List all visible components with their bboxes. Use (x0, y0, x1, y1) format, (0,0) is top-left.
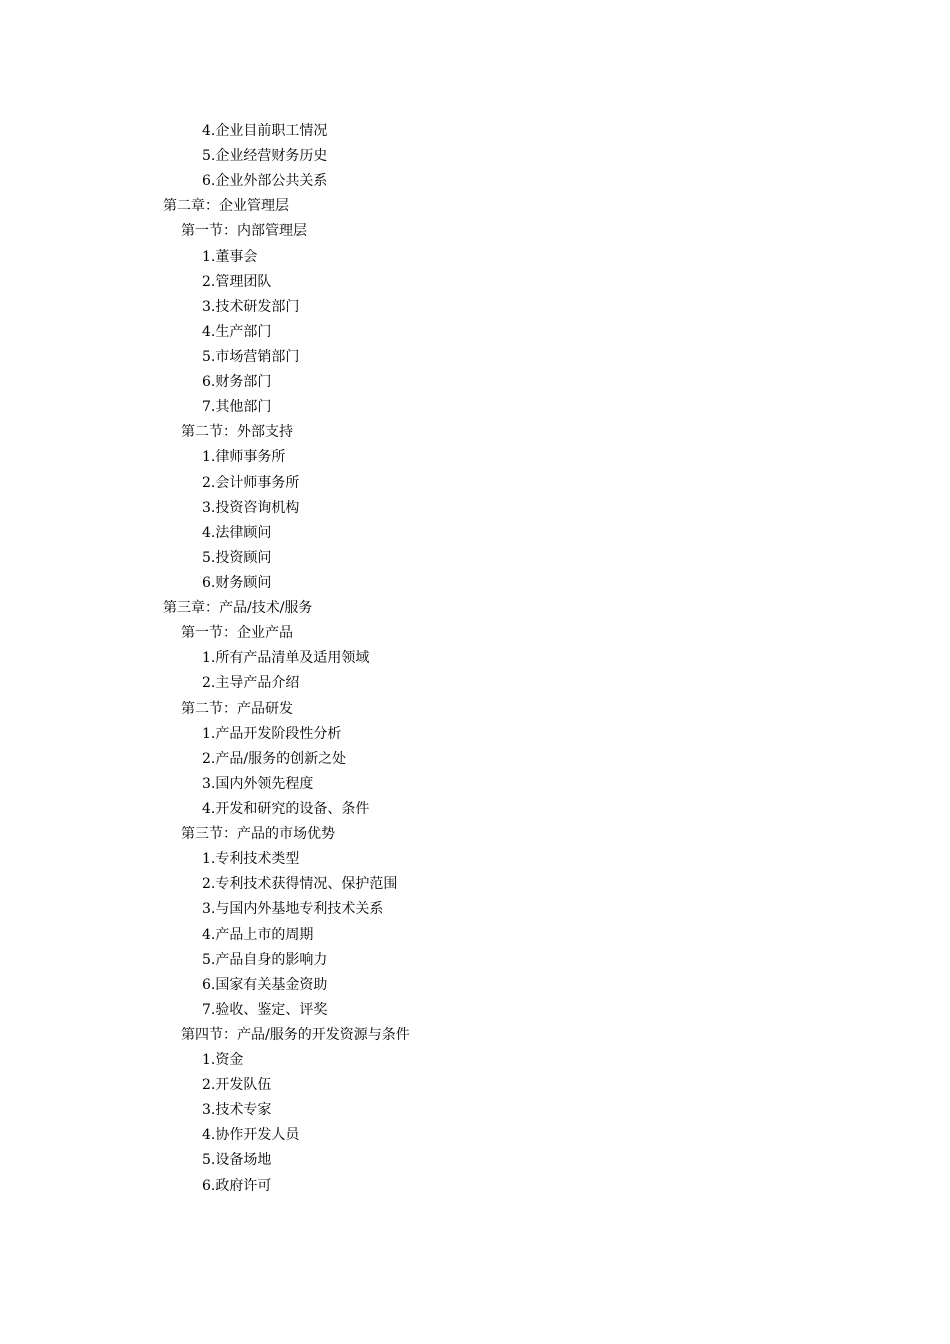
list-item: 5.设备场地 (202, 1152, 272, 1169)
list-item: 1.董事会 (202, 248, 258, 265)
list-item: 3.与国内外基地专利技术关系 (202, 901, 384, 918)
list-item: 6.财务部门 (202, 374, 272, 391)
list-item: 2.会计师事务所 (202, 474, 300, 491)
list-item: 1.资金 (202, 1052, 244, 1069)
list-item: 3.国内外领先程度 (202, 775, 314, 792)
chapter-heading: 第二章：企业管理层 (163, 198, 289, 215)
list-item: 4.生产部门 (202, 323, 272, 340)
list-item: 6.企业外部公共关系 (202, 173, 328, 190)
list-item: 1.产品开发阶段性分析 (202, 725, 342, 742)
section-heading: 第四节：产品/服务的开发资源与条件 (181, 1026, 410, 1043)
section-heading: 第一节：企业产品 (181, 625, 293, 642)
chapter-heading: 第三章：产品/技术/服务 (163, 600, 313, 617)
list-item: 3.投资咨询机构 (202, 499, 300, 516)
list-item: 6.财务顾问 (202, 574, 272, 591)
section-heading: 第二节：产品研发 (181, 700, 293, 717)
list-item: 5.产品自身的影响力 (202, 951, 328, 968)
list-item: 2.开发队伍 (202, 1077, 272, 1094)
list-item: 3.技术专家 (202, 1102, 272, 1119)
list-item: 1.所有产品清单及适用领域 (202, 650, 370, 667)
list-item: 4.产品上市的周期 (202, 926, 314, 943)
list-item: 4.法律顾问 (202, 524, 272, 541)
list-item: 6.国家有关基金资助 (202, 976, 328, 993)
list-item: 1.律师事务所 (202, 449, 286, 466)
list-item: 4.开发和研究的设备、条件 (202, 800, 370, 817)
list-item: 7.验收、鉴定、评奖 (202, 1001, 328, 1018)
list-item: 6.政府许可 (202, 1177, 272, 1194)
list-item: 3.技术研发部门 (202, 298, 300, 315)
list-item: 2.专利技术获得情况、保护范围 (202, 876, 398, 893)
document-outline (0, 119, 950, 1199)
list-item: 5.市场营销部门 (202, 348, 300, 365)
list-item: 2.管理团队 (202, 273, 272, 290)
section-heading: 第一节：内部管理层 (181, 223, 307, 240)
list-item: 4.协作开发人员 (202, 1127, 300, 1144)
list-item: 1.专利技术类型 (202, 851, 300, 868)
list-item: 5.投资顾问 (202, 549, 272, 566)
list-item: 2.产品/服务的创新之处 (202, 750, 347, 767)
list-item: 4.企业目前职工情况 (202, 123, 328, 139)
list-item: 5.企业经营财务历史 (202, 148, 328, 165)
section-heading: 第三节：产品的市场优势 (181, 826, 335, 843)
section-heading: 第二节：外部支持 (181, 424, 293, 441)
list-item: 2.主导产品介绍 (202, 675, 300, 692)
list-item: 7.其他部门 (202, 399, 272, 416)
